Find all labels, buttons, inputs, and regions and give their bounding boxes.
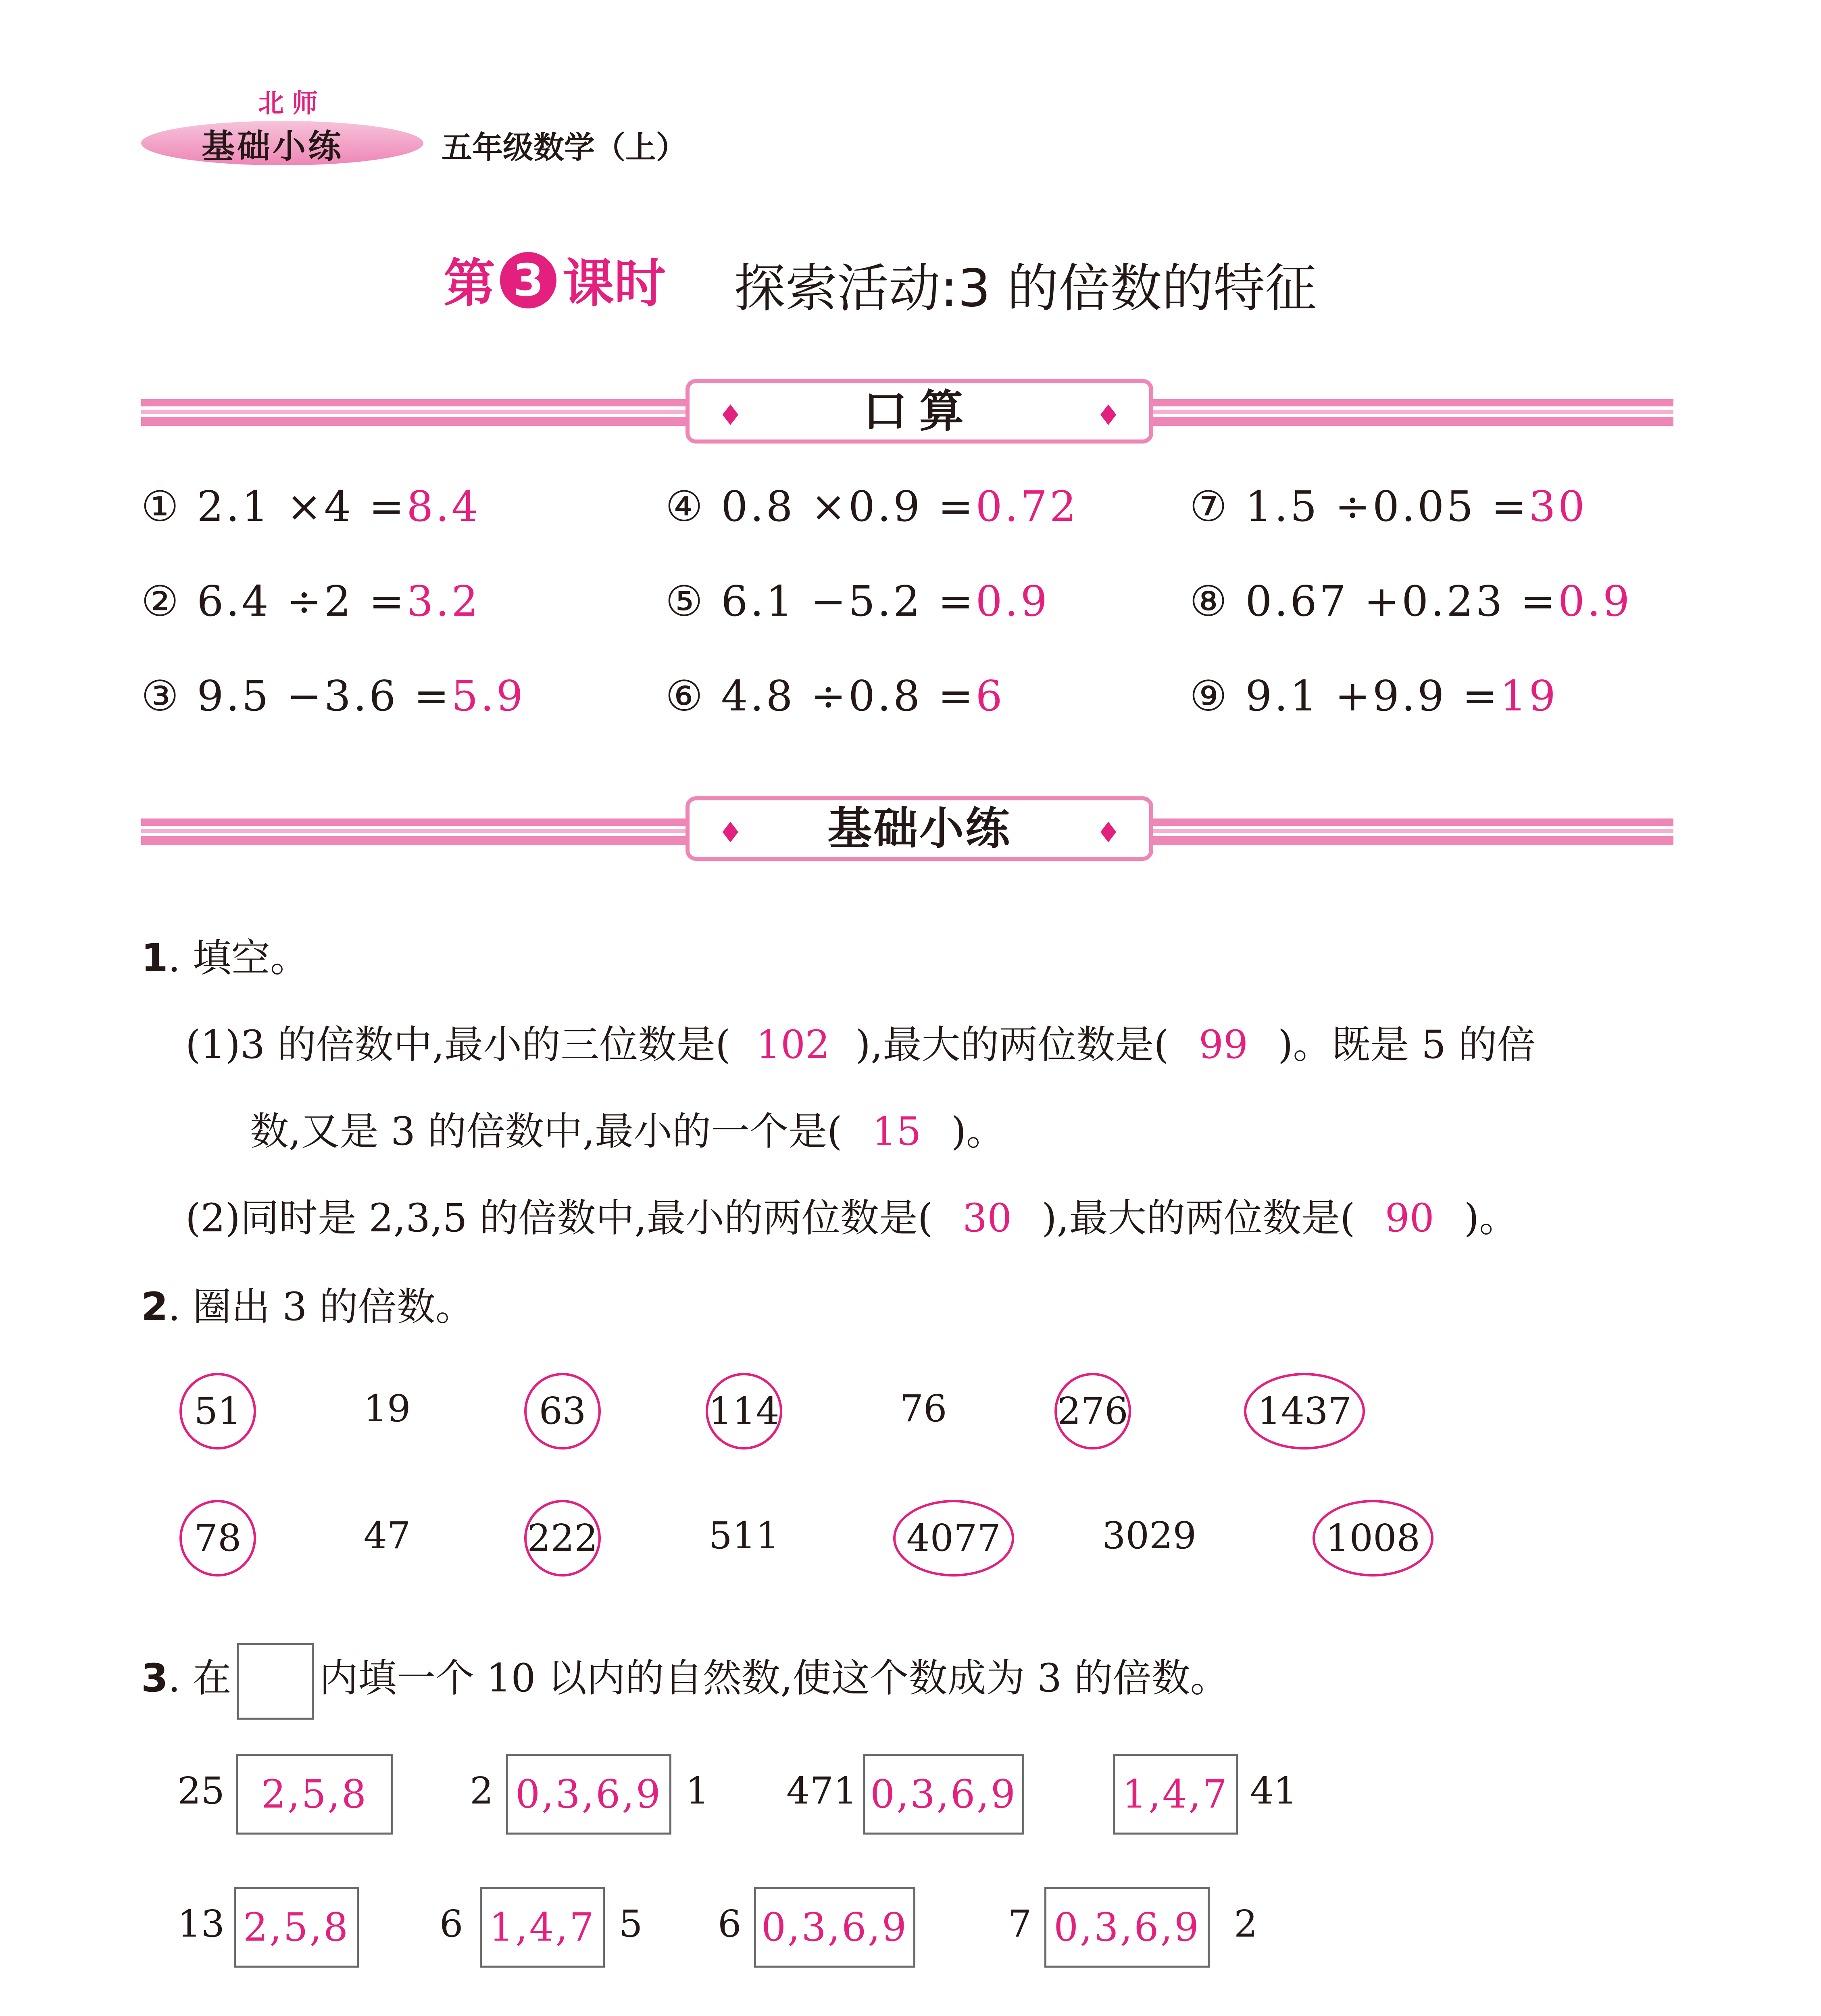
oral-item [1190, 577, 1632, 626]
digit-text: 6 [718, 1902, 742, 1945]
answer: 8.4 [406, 482, 481, 531]
digit-text: 1 [685, 1769, 709, 1812]
answer: 30 [1529, 482, 1587, 531]
circled-number[interactable]: 51 [179, 1373, 256, 1450]
grade-label: 五年级数学（上） [442, 129, 687, 165]
answer: 0.9 [975, 577, 1050, 626]
lesson-prefix: 第 [444, 254, 496, 314]
q1-b-post: )。 [1464, 1195, 1518, 1241]
digit-text: 13 [177, 1902, 225, 1945]
expression: 2.1 ×4 = [197, 482, 407, 531]
q1-number: 1 [141, 935, 168, 981]
digit-text: 2 [470, 1769, 494, 1812]
number[interactable]: 3029 [1102, 1514, 1197, 1557]
section-tag-oral [685, 379, 1153, 444]
oral-item [1190, 671, 1558, 721]
answer: 19 [1500, 671, 1558, 721]
fill-box[interactable]: 1,4,7 [1113, 1754, 1238, 1835]
number[interactable]: 511 [708, 1514, 779, 1557]
q1-b-answer1: 30 [963, 1195, 1012, 1241]
q1-title-text: . 填空。 [168, 935, 309, 981]
item-number: ④ [665, 482, 706, 531]
item-number: ① [141, 482, 181, 531]
section-title-basic: 基础小练 [827, 803, 1011, 854]
circled-number[interactable]: 1008 [1313, 1500, 1433, 1577]
lesson-suffix: 课时 [563, 254, 666, 314]
fill-box[interactable]: 0,3,6,9 [754, 1887, 915, 1968]
item-number: ⑧ [1190, 577, 1230, 626]
q1-a-post: )。既是 5 的倍 [1277, 1022, 1536, 1067]
q1-b-pre: (2)同时是 2,3,5 的倍数中,最小的两位数是( [185, 1195, 933, 1241]
fill-box[interactable]: 0,3,6,9 [863, 1754, 1024, 1835]
q1-b-mid: ),最大的两位数是( [1042, 1195, 1355, 1241]
item-number: ⑤ [665, 577, 706, 626]
q1-part1-line2 [250, 1101, 1005, 1156]
item-number: ③ [141, 671, 181, 721]
oral-item [1190, 482, 1587, 531]
expression: 6.1 −5.2 = [721, 577, 976, 626]
expression: 0.8 ×0.9 = [721, 482, 976, 531]
series-small-label: 北师 [258, 89, 326, 119]
q2-number: 2 [141, 1284, 168, 1329]
oral-item [665, 482, 1079, 531]
digit-text: 25 [177, 1769, 225, 1812]
circled-number[interactable]: 114 [706, 1373, 782, 1450]
q3-number: 3 [141, 1656, 168, 1701]
answer: 3.2 [406, 577, 481, 626]
item-number: ② [141, 577, 181, 626]
q1-title [141, 927, 309, 983]
circled-number[interactable]: 222 [524, 1500, 601, 1577]
q2-title-text: . 圈出 3 的倍数。 [168, 1284, 474, 1329]
expression: 6.4 ÷2 = [197, 577, 407, 626]
q1-a2-pre: 数,又是 3 的倍数中,最小的一个是( [250, 1109, 842, 1154]
fill-box[interactable]: 0,3,6,9 [1044, 1887, 1210, 1968]
circled-number[interactable]: 63 [524, 1373, 601, 1450]
digit-text: 5 [619, 1902, 643, 1945]
q1-a2-answer: 15 [872, 1109, 921, 1154]
q3-title [141, 1643, 1229, 1720]
q1-part2 [185, 1187, 1518, 1243]
series-brand: 基础小练 [202, 127, 344, 166]
q1-b-answer2: 90 [1385, 1195, 1434, 1241]
q3-title-pre: . 在 [168, 1656, 231, 1701]
fill-box[interactable]: 0,3,6,9 [506, 1754, 671, 1835]
lesson-number-badge: 3 [500, 252, 556, 308]
oral-item [141, 671, 525, 721]
fill-box[interactable]: 2,5,8 [234, 1887, 359, 1968]
number[interactable]: 19 [363, 1387, 411, 1430]
q1-a-mid: ),最大的两位数是( [855, 1022, 1169, 1067]
digit-text: 7 [1008, 1902, 1032, 1945]
number[interactable]: 76 [900, 1387, 947, 1430]
q1-a-answer2: 99 [1198, 1022, 1248, 1067]
oral-item [665, 671, 1005, 721]
q1-a-answer1: 102 [756, 1022, 830, 1067]
expression: 1.5 ÷0.05 = [1245, 482, 1529, 531]
answer: 5.9 [451, 671, 525, 721]
q1-part1-line1 [185, 1014, 1536, 1069]
expression: 9.1 +9.9 = [1245, 671, 1500, 721]
diamond-icon: ♦ [718, 816, 743, 849]
answer: 6 [975, 671, 1005, 721]
oral-item [141, 577, 481, 626]
q3-title-post: 内填一个 10 以内的自然数,使这个数成为 3 的倍数。 [319, 1656, 1229, 1701]
digit-text: 41 [1250, 1769, 1298, 1812]
q1-a2-post: )。 [951, 1109, 1005, 1154]
oral-item [665, 577, 1050, 626]
number[interactable]: 47 [363, 1514, 411, 1557]
circled-number[interactable]: 4077 [893, 1500, 1014, 1577]
item-number: ⑨ [1190, 671, 1230, 721]
section-tag-basic [685, 796, 1153, 861]
q2-title [141, 1276, 474, 1331]
lesson-topic: 探索活动:3 的倍数的特征 [734, 258, 1317, 319]
answer: 0.9 [1558, 577, 1632, 626]
diamond-icon: ♦ [1096, 399, 1121, 432]
q1-a-pre: (1)3 的倍数中,最小的三位数是( [185, 1022, 731, 1067]
circled-number[interactable]: 1437 [1244, 1373, 1365, 1450]
digit-text: 2 [1234, 1902, 1258, 1945]
q3-example-box [237, 1643, 314, 1720]
oral-item [141, 482, 481, 531]
item-number: ⑥ [665, 671, 706, 721]
expression: 9.5 −3.6 = [197, 671, 452, 721]
item-number: ⑦ [1190, 482, 1230, 531]
digit-text: 6 [440, 1902, 463, 1945]
expression: 4.8 ÷0.8 = [721, 671, 976, 721]
digit-text: 471 [786, 1769, 857, 1812]
circled-number[interactable]: 78 [179, 1500, 256, 1577]
expression: 0.67 +0.23 = [1245, 577, 1558, 626]
section-title-oral: 口算 [863, 385, 976, 437]
fill-box[interactable]: 1,4,7 [480, 1887, 605, 1968]
answer: 0.72 [975, 482, 1079, 531]
diamond-icon: ♦ [1096, 816, 1121, 849]
diamond-icon: ♦ [718, 399, 743, 432]
fill-box[interactable]: 2,5,8 [236, 1754, 393, 1835]
circled-number[interactable]: 276 [1054, 1373, 1131, 1450]
